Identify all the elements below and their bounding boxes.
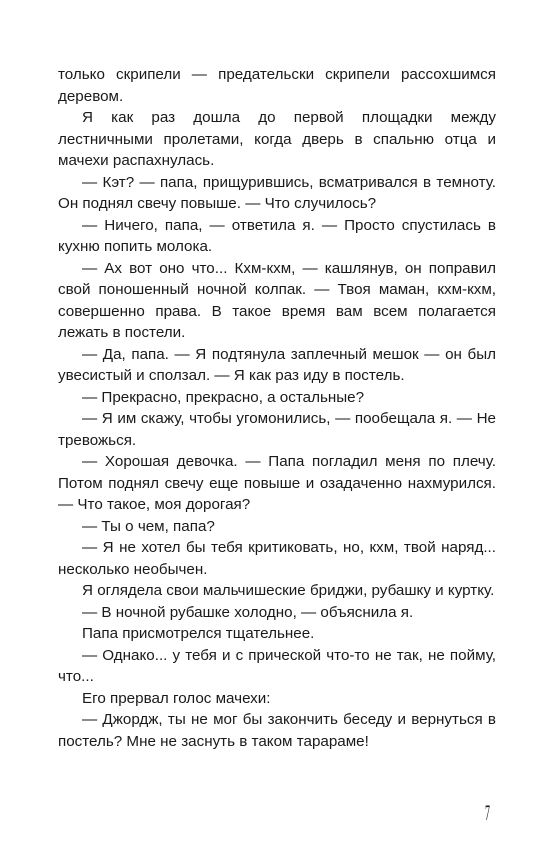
paragraph-1: только скрипели — предательски скрипели рассохшимся деревом.	[58, 66, 496, 105]
paragraph-14: Папа присмотрелся тщательнее.	[82, 625, 315, 642]
paragraph-2: Я как раз дошла до первой площадки между лестничными пролетами, когда дверь в спальню отца и мачехи распахнулась.	[58, 109, 496, 169]
page-number: 7	[485, 800, 490, 825]
paragraph-11: — Я не хотел бы тебя критиковать, но, кхм, твой наряд... несколько необычен.	[58, 539, 496, 578]
paragraph-12: Я оглядела свои мальчишеские бриджи, рубашку и куртку.	[82, 582, 495, 599]
paragraph-10: — Ты о чем, папа?	[82, 517, 215, 535]
paragraph-8: — Я им скажу, чтобы угомонились, — пообещала я. — Не тревожься.	[58, 410, 496, 449]
paragraph-9: — Хорошая девочка. — Папа погладил меня по плечу. Потом поднял свечу еще повыше и озадаченно нахмурился. — Что такое, моя дорогая?	[58, 453, 496, 513]
paragraph-15: — Однако... у тебя и с прической что-то не так, не пойму, что...	[58, 646, 496, 685]
paragraph-13: — В ночной рубашке холодно, — объяснила я.	[82, 603, 414, 621]
body-text	[58, 64, 496, 752]
paragraph-3: — Кэт? — папа, прищурившись, всматривался в темноту. Он поднял свечу повыше. — Что случилось?	[58, 173, 496, 212]
paragraph-16: Его прервал голос мачехи:	[82, 689, 271, 707]
paragraph-17: — Джордж, ты не мог бы закончить беседу и вернуться в постель? Мне не заснуть в таком тарараме!	[58, 711, 496, 750]
paragraph-5: — Ах вот оно что... Кхм-кхм, — кашлянув, он поправил свой поношенный ночной колпак. — Твоя маман, кхм-кхм, совершенно права. В такое время вам всем полагается лежать в постели.	[58, 259, 496, 341]
paragraph-4: — Ничего, папа, — ответила я. — Просто спустилась в кухню попить молока.	[58, 216, 496, 255]
paragraph-7: — Прекрасно, прекрасно, а остальные?	[82, 388, 365, 406]
paragraph-6: — Да, папа. — Я подтянула заплечный мешок — он был увесистый и сползал. — Я как раз иду в постель.	[58, 345, 496, 384]
